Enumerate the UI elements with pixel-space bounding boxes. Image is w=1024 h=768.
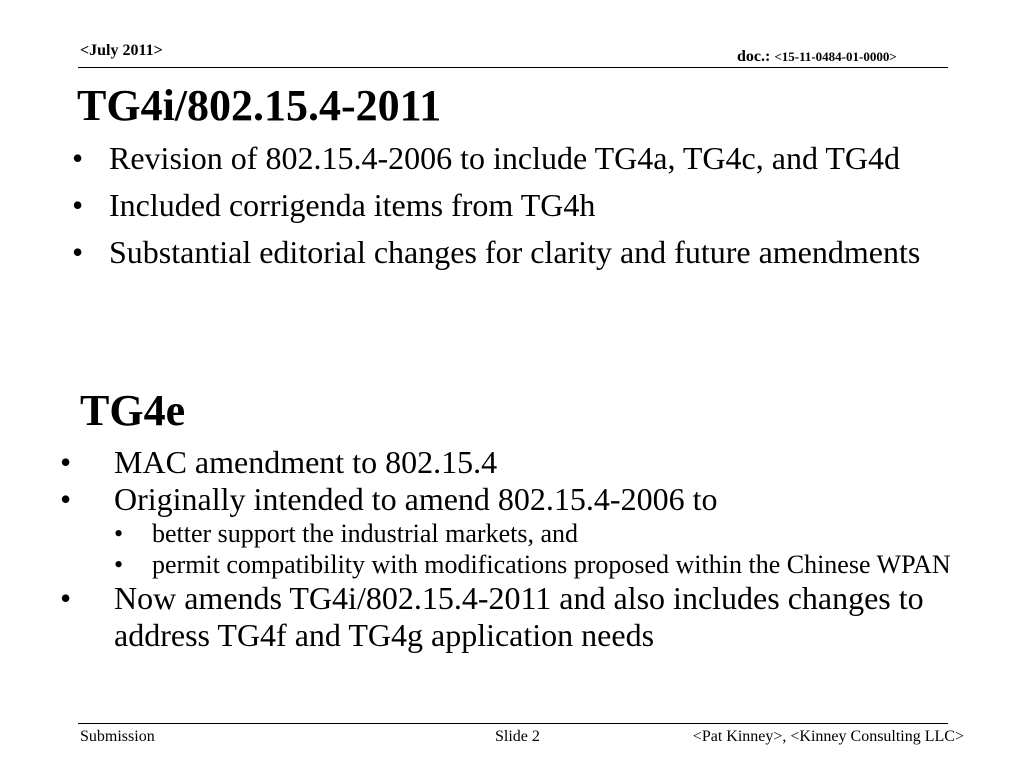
bullet-text: Substantial editorial changes for clarity and future amendments: [109, 234, 921, 270]
list-item: [60, 580, 990, 654]
footer-divider: [78, 723, 948, 724]
footer-slide-number: Slide 2: [495, 728, 540, 745]
bullet-icon: •: [60, 580, 72, 616]
tg4e-bullet-list: [60, 444, 990, 654]
bullet-icon: •: [60, 444, 72, 480]
bullet-text: MAC amendment to 802.15.4: [114, 444, 498, 480]
header-divider: [78, 67, 948, 68]
bullet-icon: •: [72, 234, 84, 270]
sub-bullet-list: [114, 518, 990, 580]
doc-number: <15-11-0484-01-0000>: [774, 49, 897, 64]
list-item: [72, 186, 952, 224]
list-item: [72, 233, 952, 271]
sub-bullet-text: permit compatibility with modifications proposed within the Chinese WPAN: [152, 550, 951, 579]
header-date: <July 2011>: [80, 42, 163, 59]
bullet-icon: •: [72, 140, 84, 176]
bullet-text: Included corrigenda items from TG4h: [109, 187, 596, 223]
sub-list-item: [114, 549, 990, 580]
doc-label: doc.:: [737, 48, 771, 65]
list-item: [60, 481, 990, 580]
list-item: [72, 139, 952, 177]
section-title-tg4i: TG4i/802.15.4-2011: [77, 81, 442, 130]
sub-bullet-text: better support the industrial markets, and: [152, 519, 579, 548]
footer-author: <Pat Kinney>, <Kinney Consulting LLC>: [692, 728, 964, 745]
bullet-icon: •: [60, 481, 72, 517]
list-item: [60, 444, 990, 481]
header-doc-id: [737, 48, 897, 66]
footer-submission: Submission: [80, 728, 155, 745]
bullet-text: Now amends TG4i/802.15.4-2011 and also includes changes to address TG4f and TG4g application needs: [114, 580, 924, 653]
bullet-icon: •: [72, 187, 84, 223]
section-title-tg4e: TG4e: [80, 386, 186, 435]
bullet-icon: •: [114, 550, 124, 579]
bullet-text: Revision of 802.15.4-2006 to include TG4a, TG4c, and TG4d: [109, 140, 901, 176]
sub-list-item: [114, 518, 990, 549]
bullet-text: Originally intended to amend 802.15.4-2006 to: [114, 481, 718, 517]
bullet-icon: •: [114, 519, 124, 548]
tg4i-bullet-list: [72, 139, 952, 280]
